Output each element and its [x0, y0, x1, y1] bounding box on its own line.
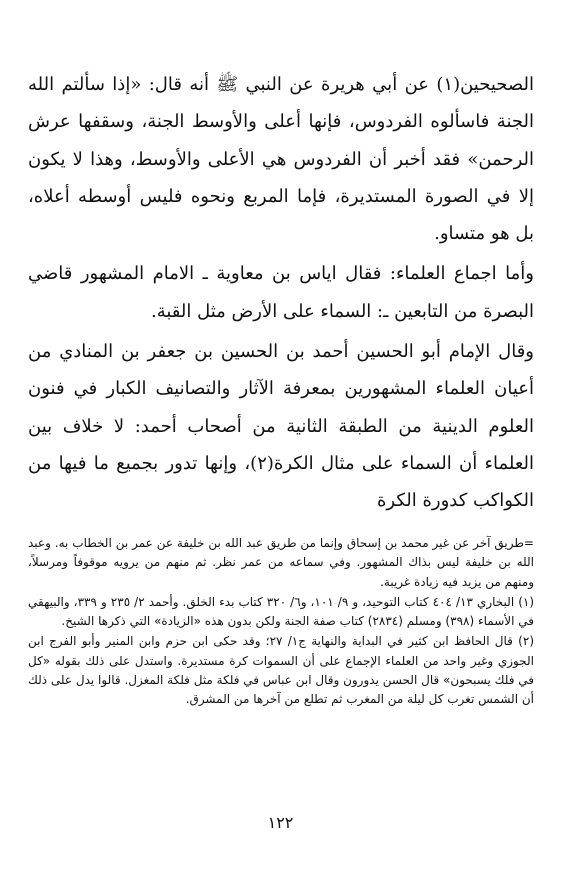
footnote-2: (٢) قال الحافظ ابن كثير في البداية والنهاية ج١/ ٢٧؛ وقد حكى ابن حزم وابن المنير وأبو الفرج ابن الجوزي وغير واحد من العلماء الإجماع على أن السموات كرة مستديرة. واستدل على ذلك بقوله «كل في فلك يسبحون» قال الحسن يدورون وقال ابن عباس في فلكة مثل فلكة المغزل. قالوا يدل على ذلك أن الشمس تغرب كل ليلة من المغرب ثم تطلع من آخرها من المشرق.: [28, 634, 534, 707]
footnote-1: (١) البخاري ١٣/ ٤٠٤ كتاب التوحيد، و ٩/ ١٠١، و٦/ ٣٢٠ كتاب بدء الخلق. وأحمد ٢/ ٢٣٥ و ٣٣٩، والبيهقي في الأسماء (٣٩٨) ومسلم (٢٨٣٤) كتاب صفة الجنة ولكن بدون هذه «الزيادة» التي ذكرها الشيخ.: [28, 594, 535, 629]
footnote-divider: [28, 525, 534, 526]
footnote-continuation: =طريق آخر عن غير محمد بن إسحاق وإنما من طريق عبد الله بن خليفة عن عمر بن الخطاب به. وعبد الله بن خليفة ليس بذاك المشهور. وفي سماعه من عمر نظر. ثم منهم من يرويه موقوفاً ومرسلاً، ومنهم من يزيد فيه زيادة غريبة.: [28, 536, 534, 589]
main-paragraph-2: وأما اجماع العلماء: فقال اياس بن معاوية ـ الامام المشهور قاضي البصرة من التابعين ـ: السماء على الأرض مثل القبة.: [28, 263, 534, 322]
main-paragraph-3: وقال الإمام أبو الحسين أحمد بن الحسين بن جعفر بن المنادي من أعيان العلماء المشهورين بمعرفة الآثار والتصانيف الكبار في فنون العلوم الدينية من الطبقة الثانية من أصحاب أحمد: لا خلاف بين العلماء أن السماء على مثال الكرة(٢)، وإنها تدور بجميع ما فيها من الكواكب كدورة الكرة: [28, 341, 535, 512]
main-paragraph-1: الصحيحين(١) عن أبي هريرة عن النبي ﷺ أنه قال: «إذا سألتم الله الجنة فاسألوه الفردوس، فإنها أعلى والأوسط الجنة، وسقفها عرش الرحمن» فقد أخبر أن الفردوس هي الأعلى والأوسط، وهذا لا يكون إلا في الصورة المستديرة، فإما المربع ونحوه فليس أوسطه أعلاه، بل هو متساو.: [28, 74, 534, 245]
footnotes-block: [28, 534, 534, 710]
main-text-block: [28, 66, 534, 520]
page-number: ١٢٢: [267, 813, 294, 832]
